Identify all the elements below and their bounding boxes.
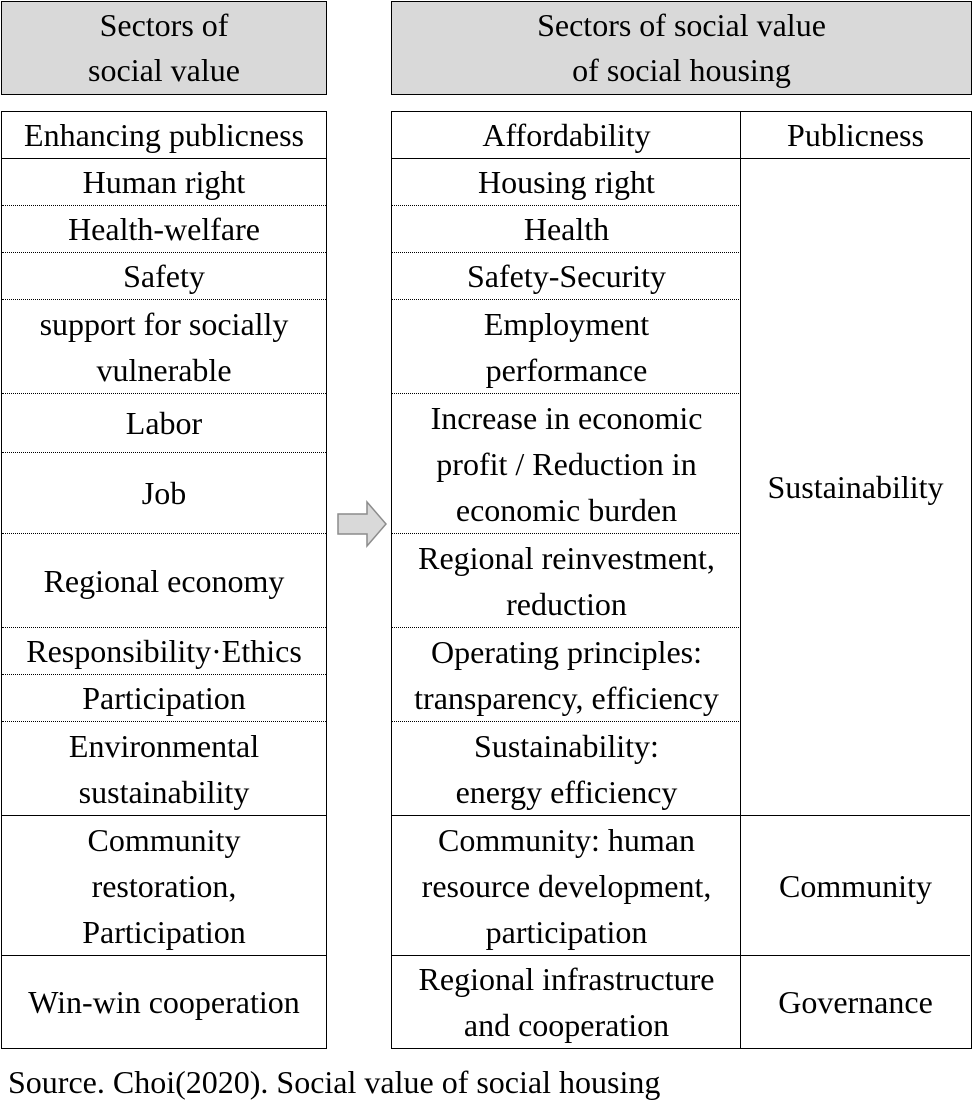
right-row-operating-principles: Operating principles: transparency, efficiency [392, 628, 741, 722]
right-row-employment-performance: Employment performance [392, 300, 741, 394]
left-row-community-restoration: Community restoration, Participation [2, 816, 326, 956]
header-right-text: Sectors of social value of social housing [537, 7, 826, 88]
group-sustainability: Sustainability [741, 159, 970, 816]
left-row-responsibility-ethics: Responsibility·Ethics [2, 628, 326, 675]
right-col2-title: Publicness [741, 112, 970, 159]
left-row-health-welfare: Health-welfare [2, 206, 326, 253]
right-row-regional-reinvestment: Regional reinvestment, reduction [392, 534, 741, 628]
right-col1-title: Affordability [392, 112, 741, 159]
right-row-safety-security: Safety-Security [392, 253, 741, 300]
right-table [391, 111, 972, 1049]
right-row-community-development: Community: human resource development, participation [392, 816, 741, 956]
left-row-support-vulnerable: support for socially vulnerable [2, 300, 326, 394]
left-row-human-right: Human right [2, 159, 326, 206]
left-row-regional-economy: Regional economy [2, 534, 326, 628]
left-table [1, 111, 327, 1049]
right-arrow-icon [337, 500, 387, 548]
right-row-regional-infrastructure: Regional infrastructure and cooperation [418, 960, 715, 1043]
group-community: Community [741, 816, 970, 956]
left-row-job: Job [2, 453, 326, 534]
left-row-win-win-cooperation: Win-win cooperation [28, 983, 300, 1020]
left-row-safety: Safety [2, 253, 326, 300]
header-left-text: Sectors of social value [88, 7, 240, 88]
header-right [391, 1, 972, 95]
left-table-title: Enhancing publicness [2, 112, 326, 159]
header-left [1, 1, 327, 95]
right-row-energy-efficiency: Sustainability: energy efficiency [392, 722, 741, 816]
source-caption: Source. Choi(2020). Social value of social housing [8, 1064, 661, 1100]
left-row-environmental-sustainability: Environmental sustainability [2, 722, 326, 816]
right-row-economic-profit: Increase in economic profit / Reduction in economic burden [392, 394, 741, 534]
left-row-labor: Labor [2, 394, 326, 453]
right-row-health: Health [392, 206, 741, 253]
left-row-participation: Participation [2, 675, 326, 722]
group-governance: Governance [778, 983, 933, 1020]
right-row-housing-right: Housing right [392, 159, 741, 206]
